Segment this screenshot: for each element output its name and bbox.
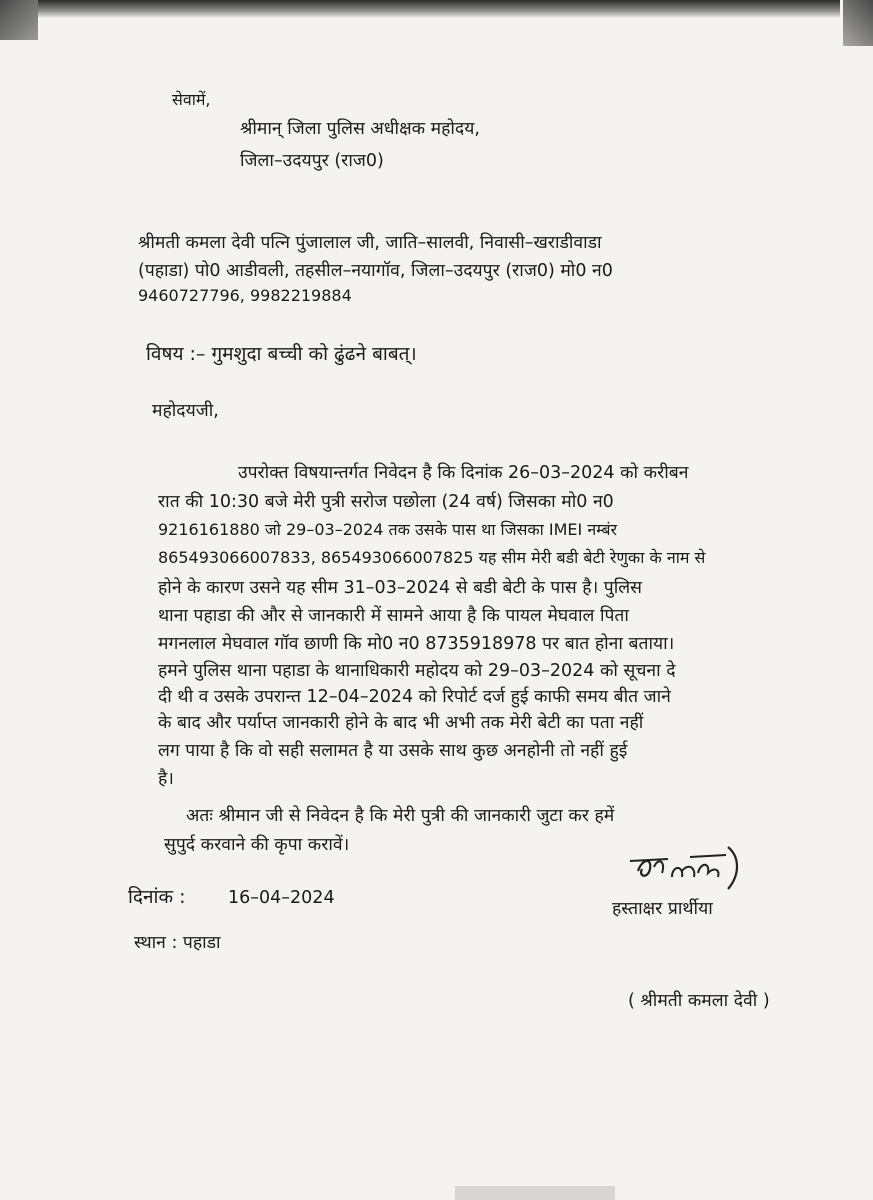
request-line-1: अतः श्रीमान जी से निवेदन है कि मेरी पुत्री की जानकारी जुटा कर हमें: [186, 806, 615, 826]
body-line-2: रात की 10:30 बजे मेरी पुत्री सरोज पछोला (24 वर्ष) जिसका मो0 न0: [158, 492, 614, 512]
body-line-12: है।: [158, 769, 174, 789]
paper-bottom-edge: [455, 1186, 615, 1200]
salutation-to: सेवामें,: [172, 90, 211, 109]
signer-name: ( श्रीमती कमला देवी ): [628, 991, 770, 1011]
scan-shadow-right: [843, 0, 873, 46]
signature-caption: हस्ताक्षर प्रार्थीया: [612, 899, 713, 919]
request-line-2: सुपुर्द करवाने की कृपा करावें।: [164, 835, 350, 855]
body-line-11: लग पाया है कि वो सही सलामत है या उसके साथ कुछ अनहोनी तो नहीं हुई: [158, 741, 628, 761]
addressee-line-2: जिला–उदयपुर (राज0): [240, 151, 384, 171]
signature: [628, 843, 744, 893]
greeting: महोदयजी,: [152, 401, 219, 421]
date-value: 16–04–2024: [228, 888, 335, 908]
body-line-3: 9216161880 जो 29–03–2024 तक उसके पास था जिसका IMEI नम्बंर: [158, 520, 618, 539]
addressee-line-1: श्रीमान् जिला पुलिस अधीक्षक महोदय,: [240, 119, 480, 139]
scan-shadow-left: [0, 0, 38, 40]
place-label: स्थान : पहाडा: [134, 933, 221, 953]
date-label: दिनांक :: [128, 886, 186, 908]
body-line-1: उपरोक्त विषयान्तर्गत निवेदन है कि दिनांक 26–03–2024 को करीबन: [238, 463, 689, 483]
body-line-5: होने के कारण उसने यह सीम 31–03–2024 से बडी बेटी के पास है। पुलिस: [158, 578, 642, 598]
sender-line-3: 9460727796, 9982219884: [138, 286, 352, 305]
paper-top-edge: [30, 0, 840, 18]
body-line-4: 865493066007833, 865493066007825 यह सीम मेरी बडी बेटी रेणुका के नाम से: [158, 548, 706, 567]
body-line-10: के बाद और पर्याप्त जानकारी होने के बाद भी अभी तक मेरी बेटी का पता नहीं: [158, 713, 644, 733]
sender-line-2: (पहाडा) पो0 आडीवली, तहसील–नयागॉव, जिला–उदयपुर (राज0) मो0 न0: [138, 261, 613, 281]
body-line-6: थाना पहाडा की और से जानकारी में सामने आया है कि पायल मेघवाल पिता: [158, 606, 629, 626]
subject-line: विषय :– गुमशुदा बच्ची को ढुंढने बाबत्।: [146, 343, 417, 365]
body-line-7: मगनलाल मेघवाल गॉव छाणी कि मो0 न0 8735918978 पर बात होना बताया।: [158, 634, 675, 654]
body-line-8: हमने पुलिस थाना पहाडा के थानाधिकारी महोदय को 29–03–2024 को सूचना दे: [158, 661, 676, 681]
sender-line-1: श्रीमती कमला देवी पत्नि पुंजालाल जी, जाति–सालवी, निवासी–खराडीवाडा: [138, 233, 602, 253]
body-line-9: दी थी व उसके उपरान्त 12–04–2024 को रिपोर्ट दर्ज हुई काफी समय बीत जाने: [158, 687, 671, 707]
